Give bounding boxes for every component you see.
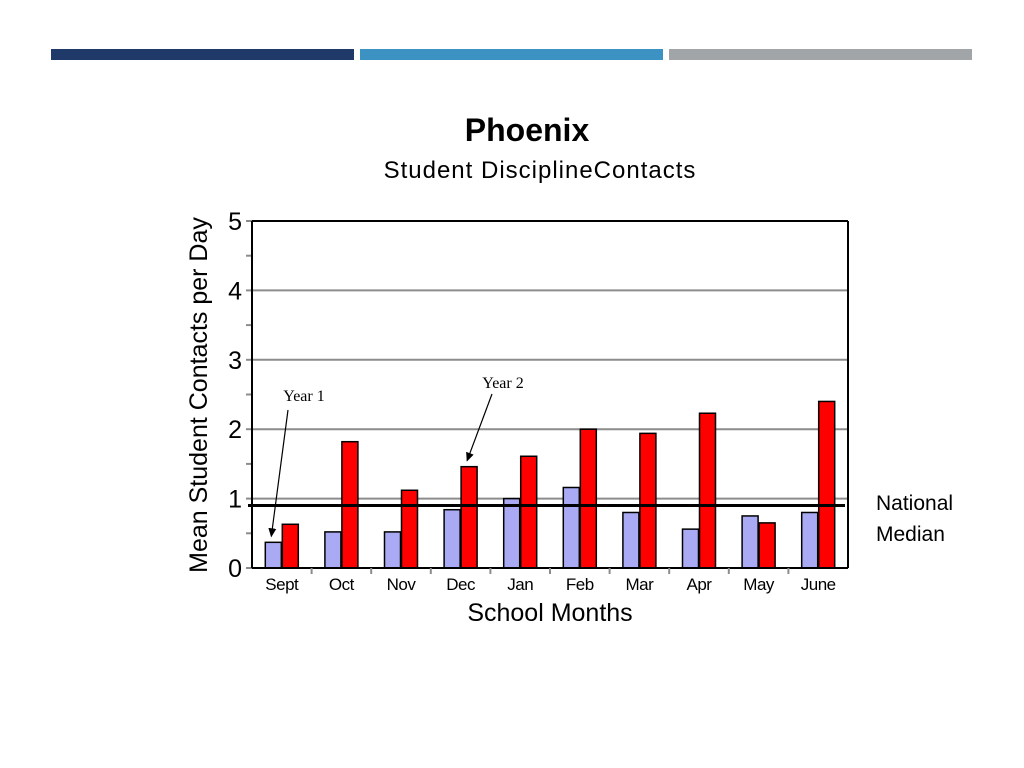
x-tick-label: Jan xyxy=(507,575,534,594)
bar-year-1-may xyxy=(742,516,758,568)
x-tick-label: Apr xyxy=(686,575,712,594)
x-tick-label: Feb xyxy=(565,575,594,594)
chart-subtitle: Student DisciplineContacts xyxy=(383,157,697,184)
bar-year-2-sept xyxy=(282,524,298,568)
y-axis-title: Mean Student Contacts per Day xyxy=(185,217,213,573)
y-tick-label: 4 xyxy=(228,277,242,306)
x-tick-label: Dec xyxy=(446,575,475,594)
national-median-label-line1: National xyxy=(876,492,954,515)
bar-year-1-oct xyxy=(325,532,341,568)
y-tick-label: 3 xyxy=(228,346,242,375)
x-tick-label: Mar xyxy=(625,575,654,594)
bar-year-2-nov xyxy=(402,490,418,568)
bar-year-1-mar xyxy=(623,512,639,568)
x-tick-label: Sept xyxy=(265,575,299,594)
bar-year-2-may xyxy=(759,523,775,568)
national-median-label-line2: Median xyxy=(876,523,945,546)
annotation-year-2-arrow xyxy=(467,394,492,461)
bar-year-1-sept xyxy=(265,542,281,568)
annotation-year-2-label: Year 2 xyxy=(482,375,524,392)
x-tick-label: June xyxy=(800,575,836,594)
bar-year-1-feb xyxy=(563,487,579,568)
bar-year-2-feb xyxy=(580,429,596,568)
bar-year-2-dec xyxy=(461,467,477,568)
x-axis-title: School Months xyxy=(467,599,633,627)
bar-year-2-june xyxy=(819,401,835,568)
y-tick-label: 5 xyxy=(228,208,242,236)
bar-year-2-jan xyxy=(521,456,537,568)
x-tick-label: May xyxy=(743,575,774,594)
y-tick-label: 1 xyxy=(228,485,242,514)
bar-year-2-mar xyxy=(640,433,656,568)
bar-year-2-apr xyxy=(700,413,716,568)
y-tick-label: 0 xyxy=(228,555,242,583)
x-tick-label: Oct xyxy=(328,575,354,594)
x-tick-label: Nov xyxy=(386,575,416,594)
bar-year-1-dec xyxy=(444,510,460,568)
chart-title: Phoenix xyxy=(464,112,590,148)
bar-year-1-jan xyxy=(504,499,520,568)
bar-year-1-june xyxy=(802,512,818,568)
y-tick-label: 2 xyxy=(228,416,242,445)
annotation-year-1-label: Year 1 xyxy=(283,388,325,405)
bar-year-1-apr xyxy=(683,529,699,568)
bar-year-1-nov xyxy=(385,532,401,568)
